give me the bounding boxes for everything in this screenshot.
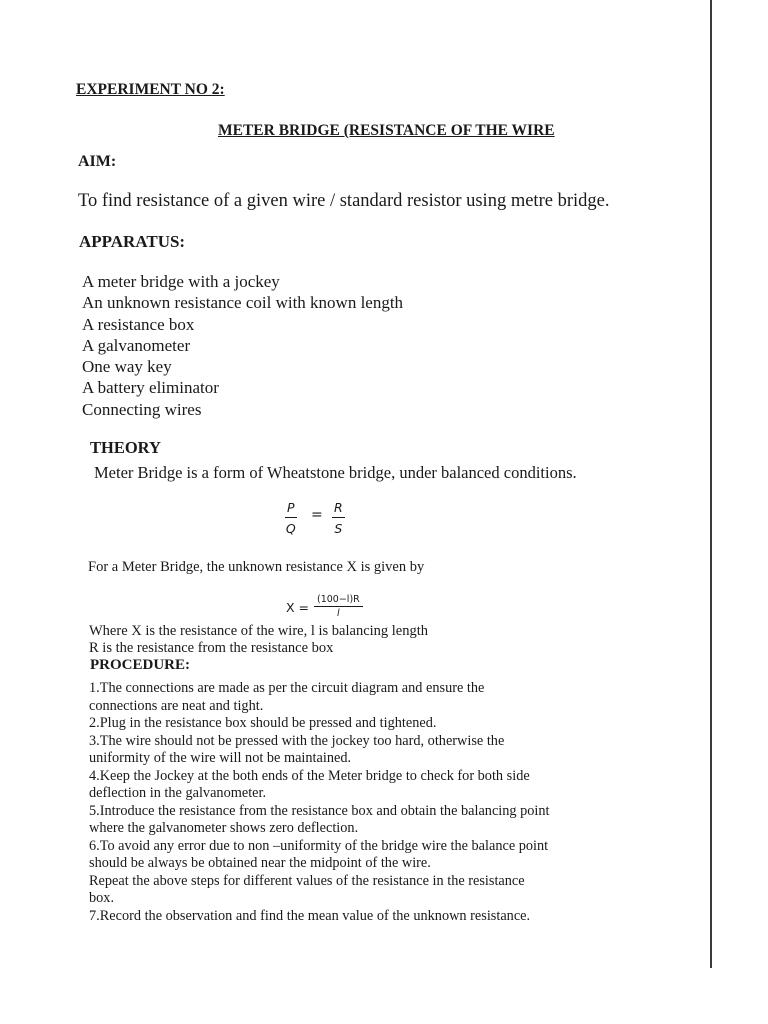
fraction-numerator: P [285,500,297,518]
fraction-numerator: R [332,500,345,518]
procedure-line: box. [89,890,115,906]
theory-text: Meter Bridge is a form of Wheatstone bridge, under balanced conditions. [94,463,577,482]
apparatus-list [82,271,403,420]
list-item: Connecting wires [82,399,202,419]
aim-heading: AIM: [78,153,117,170]
list-item: An unknown resistance coil with known length [82,293,404,313]
page-edge-rule [710,0,712,968]
list-item: One way key [82,357,172,377]
equals-sign: = [311,507,323,523]
fraction-denominator: l [337,608,340,619]
list-item: A meter bridge with a jockey [82,272,280,291]
procedure-line: uniformity of the wire will not be maintained. [89,750,352,766]
list-item: A resistance box [82,314,195,334]
page-title: METER BRIDGE (RESISTANCE OF THE WIRE [218,122,555,139]
fraction-r-over-s [332,500,345,536]
theory-heading: THEORY [90,438,161,457]
procedure-line: 2.Plug in the resistance box should be pressed and tightened. [89,715,437,731]
formula-intro: For a Meter Bridge, the unknown resistance X is given by [88,559,425,575]
procedure-line: where the galvanometer shows zero deflection. [89,820,359,836]
apparatus-heading: APPARATUS: [79,232,186,251]
list-item: A battery eliminator [82,378,219,398]
procedure-line: 4.Keep the Jockey at the both ends of the Meter bridge to check for both side [89,767,530,784]
aim-text: To find resistance of a given wire / standard resistor using metre bridge. [78,191,610,211]
procedure-heading: PROCEDURE: [90,657,190,673]
procedure-line: 3.The wire should not be pressed with the jockey too hard, otherwise the [89,732,505,749]
procedure-list [89,680,550,925]
procedure-line: deflection in the galvanometer. [89,785,267,801]
fraction-denominator: S [334,521,343,536]
procedure-line: should be always be obtained near the midpoint of the wire. [89,855,431,871]
procedure-line: 1.The connections are made as per the circuit diagram and ensure the [89,680,485,696]
definition-r: R is the resistance from the resistance box [89,640,334,656]
fraction-numerator: (100−l)R [314,594,363,607]
list-item: A galvanometer [82,335,191,355]
procedure-line: 5.Introduce the resistance from the resistance box and obtain the balancing point [89,802,550,819]
fraction-denominator: Q [285,521,296,536]
formula-lhs: X = [286,600,310,615]
procedure-line: 7.Record the observation and find the mean value of the unknown resistance. [89,907,531,924]
definition-x: Where X is the resistance of the wire, l is balancing length [89,623,429,639]
procedure-line: Repeat the above steps for different values of the resistance in the resistance [89,872,525,889]
procedure-line: connections are neat and tight. [89,697,264,714]
formula-fraction [314,594,363,619]
procedure-line: 6.To avoid any error due to non –uniformity of the bridge wire the balance point [89,837,549,854]
experiment-title: EXPERIMENT NO 2: [76,81,225,98]
fraction-p-over-q [285,500,297,536]
